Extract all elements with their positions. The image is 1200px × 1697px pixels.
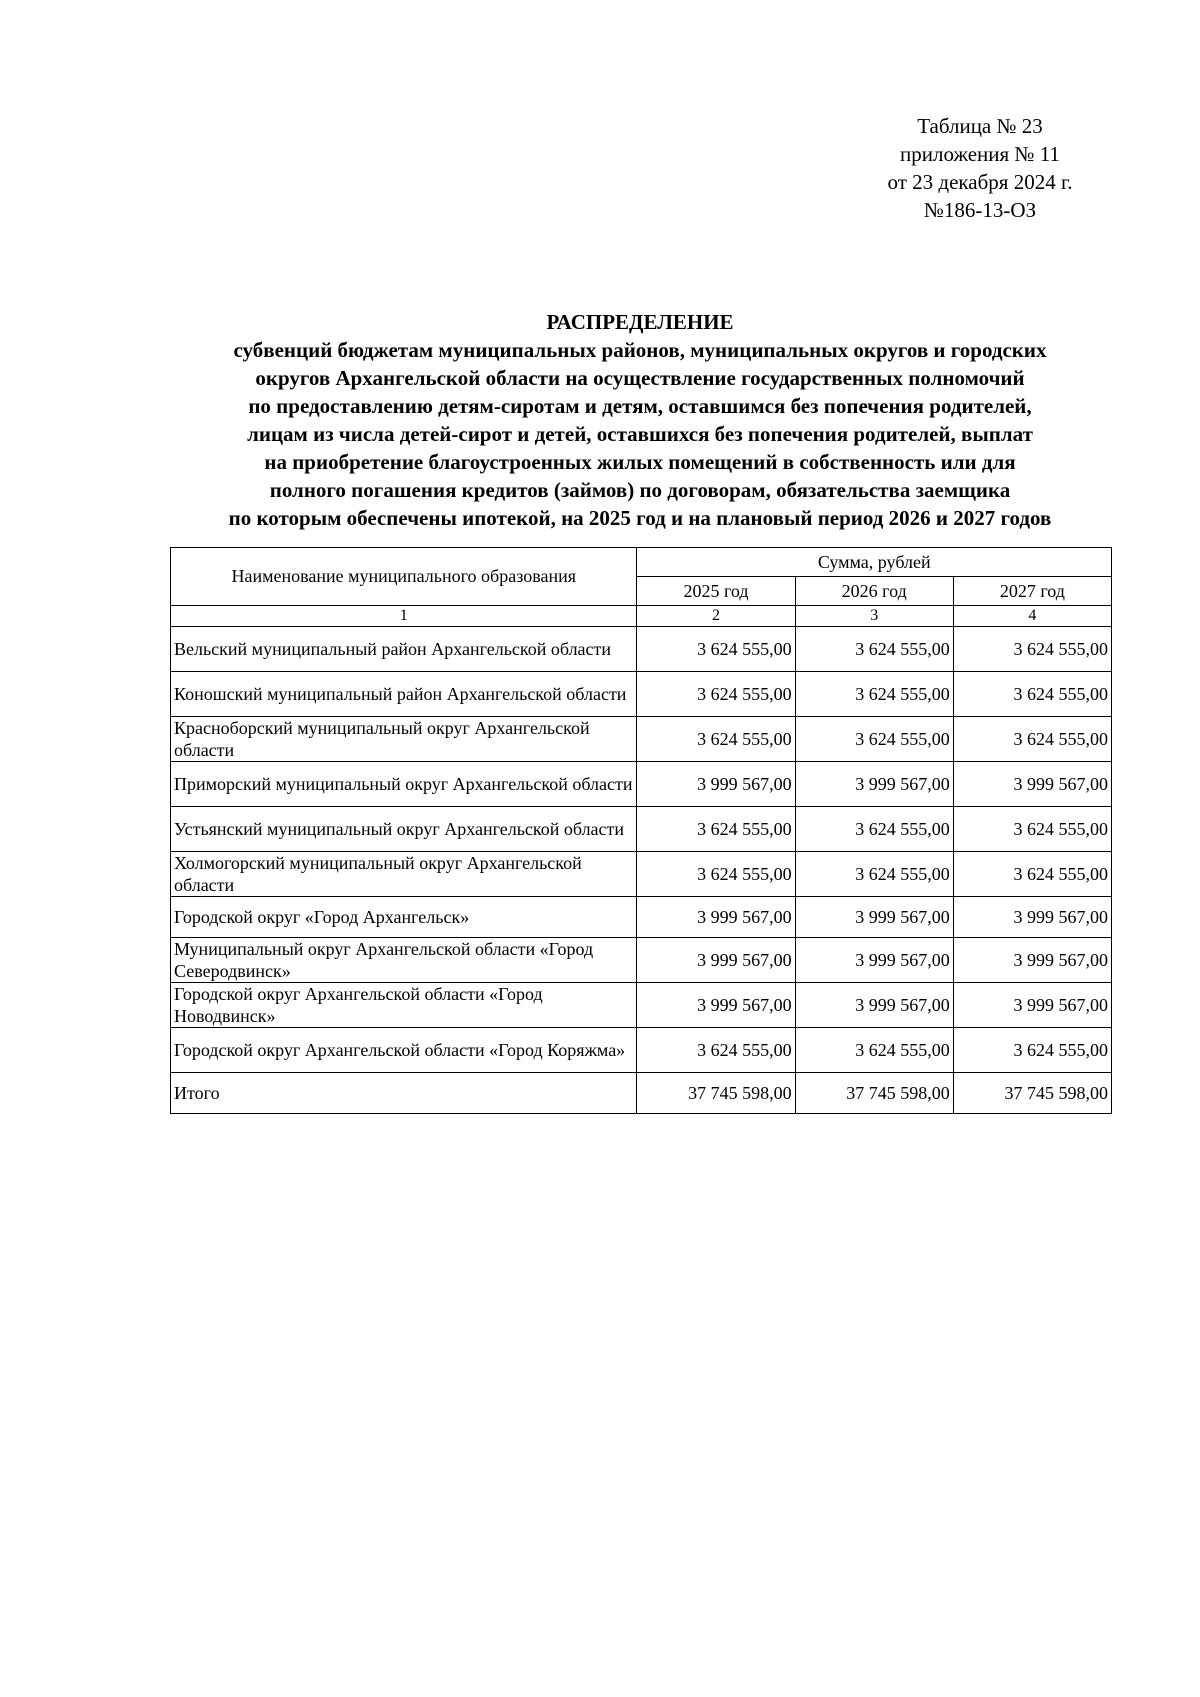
amount-2027: 3 999 567,00 xyxy=(953,983,1111,1028)
title-line: округов Архангельской области на осуществление государственных полномочий xyxy=(255,366,1025,390)
table-row xyxy=(171,983,1112,1028)
ref-table-number: Таблица № 23 xyxy=(917,114,1043,138)
total-label: Итого xyxy=(171,1073,637,1114)
amount-2025: 3 624 555,00 xyxy=(637,717,795,762)
amount-2026: 3 999 567,00 xyxy=(795,983,953,1028)
column-header-year: 2027 год xyxy=(953,577,1111,606)
total-2027: 37 745 598,00 xyxy=(953,1073,1111,1114)
municipality-name: Красноборский муниципальный округ Архангельской области xyxy=(171,717,637,762)
table-row xyxy=(171,852,1112,897)
ref-law-number: №186-13-ОЗ xyxy=(923,198,1037,222)
column-index: 2 xyxy=(637,606,795,627)
total-2026: 37 745 598,00 xyxy=(795,1073,953,1114)
title-line: по которым обеспечены ипотекой, на 2025 год и на плановый период 2026 и 2027 годов xyxy=(228,506,1052,530)
municipality-name: Городской округ Архангельской области «Город Коряжма» xyxy=(171,1028,637,1073)
total-row xyxy=(171,1073,1112,1114)
amount-2025: 3 999 567,00 xyxy=(637,762,795,807)
column-header-year: 2026 год xyxy=(795,577,953,606)
table-row xyxy=(171,672,1112,717)
total-2025: 37 745 598,00 xyxy=(637,1073,795,1114)
ref-date: от 23 декабря 2024 г. xyxy=(887,170,1073,194)
column-header-name: Наименование муниципального образования xyxy=(171,548,637,606)
table-row xyxy=(171,762,1112,807)
document-title xyxy=(150,308,1130,532)
amount-2026: 3 624 555,00 xyxy=(795,852,953,897)
amount-2026: 3 624 555,00 xyxy=(795,672,953,717)
municipality-name: Муниципальный округ Архангельской области «Город Северодвинск» xyxy=(171,938,637,983)
table-row xyxy=(171,938,1112,983)
amount-2026: 3 999 567,00 xyxy=(795,938,953,983)
amount-2026: 3 624 555,00 xyxy=(795,1028,953,1073)
column-header-sum: Сумма, рублей xyxy=(637,548,1112,577)
amount-2026: 3 999 567,00 xyxy=(795,897,953,938)
table-row xyxy=(171,627,1112,672)
title-line: на приобретение благоустроенных жилых помещений в собственность или для xyxy=(264,450,1016,474)
amount-2027: 3 624 555,00 xyxy=(953,807,1111,852)
municipality-name: Городской округ «Город Архангельск» xyxy=(171,897,637,938)
amount-2027: 3 624 555,00 xyxy=(953,717,1111,762)
municipality-name: Городской округ Архангельской области «Город Новодвинск» xyxy=(171,983,637,1028)
column-index-row xyxy=(171,606,1112,627)
amount-2025: 3 999 567,00 xyxy=(637,897,795,938)
title-line: полного погашения кредитов (займов) по договорам, обязательства заемщика xyxy=(269,478,1011,502)
amount-2027: 3 624 555,00 xyxy=(953,672,1111,717)
municipality-name: Приморский муниципальный округ Архангельской области xyxy=(171,762,637,807)
header-row xyxy=(171,548,1112,577)
amount-2027: 3 999 567,00 xyxy=(953,762,1111,807)
column-index: 3 xyxy=(795,606,953,627)
table-row xyxy=(171,897,1112,938)
amount-2027: 3 999 567,00 xyxy=(953,938,1111,983)
amount-2025: 3 624 555,00 xyxy=(637,672,795,717)
municipality-name: Устьянский муниципальный округ Архангельской области xyxy=(171,807,637,852)
municipality-name: Вельский муниципальный район Архангельской области xyxy=(171,627,637,672)
amount-2027: 3 624 555,00 xyxy=(953,1028,1111,1073)
amount-2025: 3 624 555,00 xyxy=(637,852,795,897)
amount-2025: 3 624 555,00 xyxy=(637,627,795,672)
title-line: субвенций бюджетам муниципальных районов, муниципальных округов и городских xyxy=(233,338,1047,362)
amount-2027: 3 624 555,00 xyxy=(953,852,1111,897)
amount-2027: 3 999 567,00 xyxy=(953,897,1111,938)
table-row xyxy=(171,1028,1112,1073)
amount-2025: 3 624 555,00 xyxy=(637,1028,795,1073)
title-line: по предоставлению детям-сиротам и детям, оставшимся без попечения родителей, xyxy=(248,394,1032,418)
document-reference xyxy=(860,112,1100,224)
column-index: 1 xyxy=(171,606,637,627)
amount-2026: 3 624 555,00 xyxy=(795,717,953,762)
amount-2025: 3 624 555,00 xyxy=(637,807,795,852)
municipality-name: Коношский муниципальный район Архангельской области xyxy=(171,672,637,717)
amount-2027: 3 624 555,00 xyxy=(953,627,1111,672)
table-row xyxy=(171,717,1112,762)
title-heading: РАСПРЕДЕЛЕНИЕ xyxy=(546,310,734,334)
amount-2025: 3 999 567,00 xyxy=(637,983,795,1028)
amount-2026: 3 624 555,00 xyxy=(795,627,953,672)
title-line: лицам из числа детей-сирот и детей, оставшихся без попечения родителей, выплат xyxy=(247,422,1033,446)
distribution-table xyxy=(170,547,1112,1114)
table-row xyxy=(171,807,1112,852)
column-header-year: 2025 год xyxy=(637,577,795,606)
amount-2026: 3 999 567,00 xyxy=(795,762,953,807)
municipality-name: Холмогорский муниципальный округ Архангельской области xyxy=(171,852,637,897)
amount-2026: 3 624 555,00 xyxy=(795,807,953,852)
amount-2025: 3 999 567,00 xyxy=(637,938,795,983)
ref-appendix: приложения № 11 xyxy=(900,142,1060,166)
column-index: 4 xyxy=(953,606,1111,627)
